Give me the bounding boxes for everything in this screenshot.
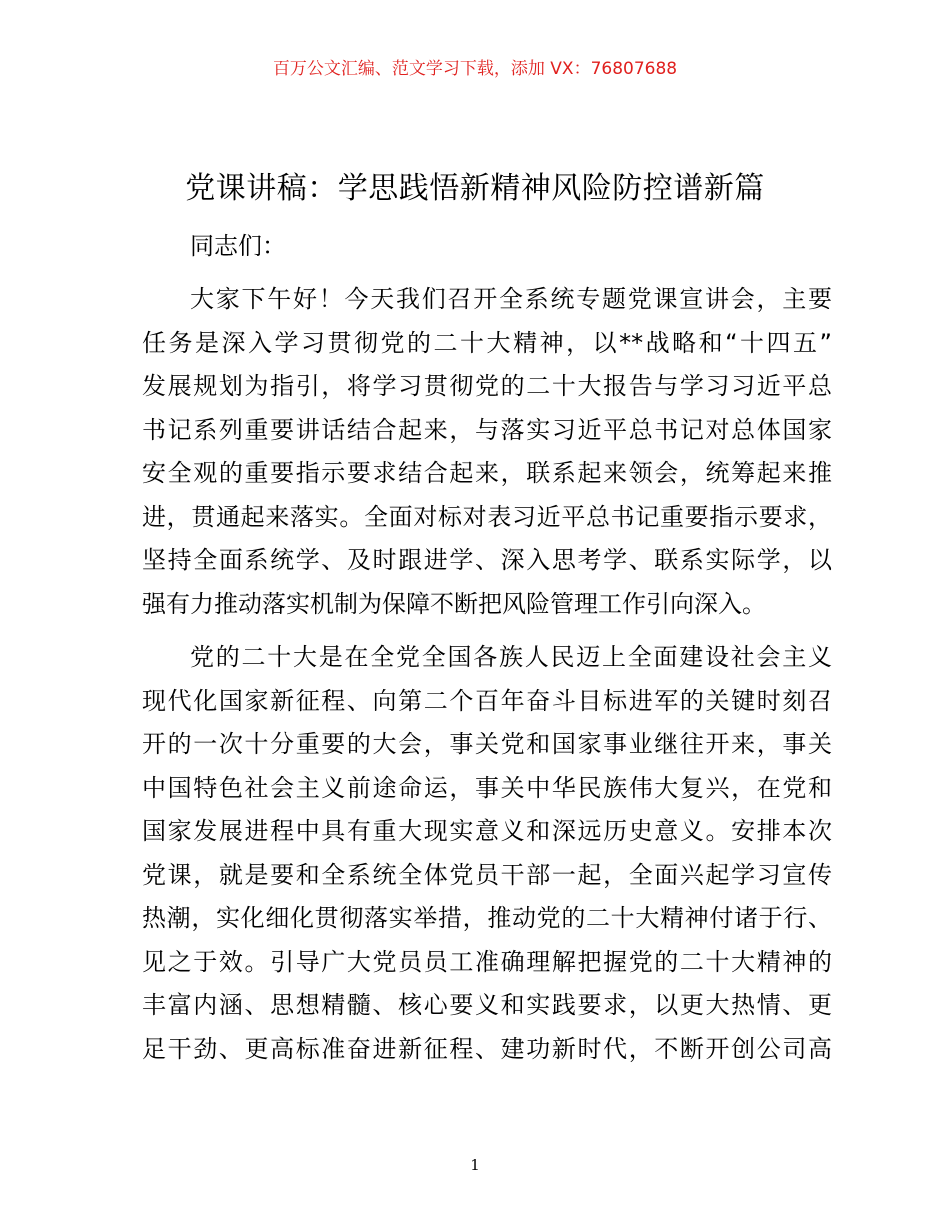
paragraph-line: 现代化国家新征程、向第二个百年奋斗目标进军的关键时刻召 [142, 686, 832, 715]
paragraph-line: 大家下午好！今天我们召开全系统专题党课宣讲会，主要 [190, 285, 832, 313]
paragraph-line: 任务是深入学习贯彻党的二十大精神，以**战略和“十四五” [142, 328, 832, 357]
paragraph-line: 安全观的重要指示要求结合起来，联系起来领会，统筹起来推 [142, 459, 832, 487]
salutation: 同志们： [190, 232, 286, 260]
paragraph-line: 开的一次十分重要的大会，事关党和国家事业继往开来，事关 [142, 730, 832, 758]
paragraph-line: 见之于效。引导广大党员员工准确理解把握党的二十大精神的 [142, 947, 832, 976]
paragraph-line: 强有力推动落实机制为保障不断把风险管理工作引向深入。 [142, 589, 766, 618]
paragraph-line: 坚持全面系统学、及时跟进学、深入思考学、联系实际学，以 [142, 546, 832, 574]
paragraph-line: 书记系列重要讲话结合起来，与落实习近平总书记对总体国家 [142, 415, 832, 444]
paragraph-line: 中国特色社会主义前途命运，事关中华民族伟大复兴，在党和 [142, 773, 832, 802]
paragraph-line: 丰富内涵、思想精髓、核心要义和实践要求，以更大热情、更 [142, 991, 832, 1019]
paragraph-line: 党的二十大是在全党全国各族人民迈上全面建设社会主义 [190, 643, 832, 671]
paragraph-line: 热潮，实化细化贯彻落实举措，推动党的二十大精神付诸于行、 [142, 904, 832, 932]
paragraph-line: 发展规划为指引，将学习贯彻党的二十大报告与学习习近平总 [142, 372, 832, 400]
paragraph-1 [142, 278, 832, 626]
paragraph-line: 党课，就是要和全系统全体党员干部一起，全面兴起学习宣传 [142, 860, 832, 889]
paragraph-line: 进，贯通起来落实。全面对标对表习近平总书记重要指示要求， [142, 502, 832, 531]
paragraph-line: 足干劲、更高标准奋进新征程、建功新时代，不断开创公司高 [142, 1034, 832, 1063]
paragraph-2 [142, 636, 832, 1071]
page-number: 1 [470, 1156, 480, 1174]
header-banner: 百万公文汇编、范文学习下载，添加 VX：76807688 [272, 59, 678, 79]
document-title: 党课讲稿：学思践悟新精神风险防控谱新篇 [185, 171, 765, 206]
paragraph-line: 国家发展进程中具有重大现实意义和深远历史意义。安排本次 [142, 817, 832, 845]
